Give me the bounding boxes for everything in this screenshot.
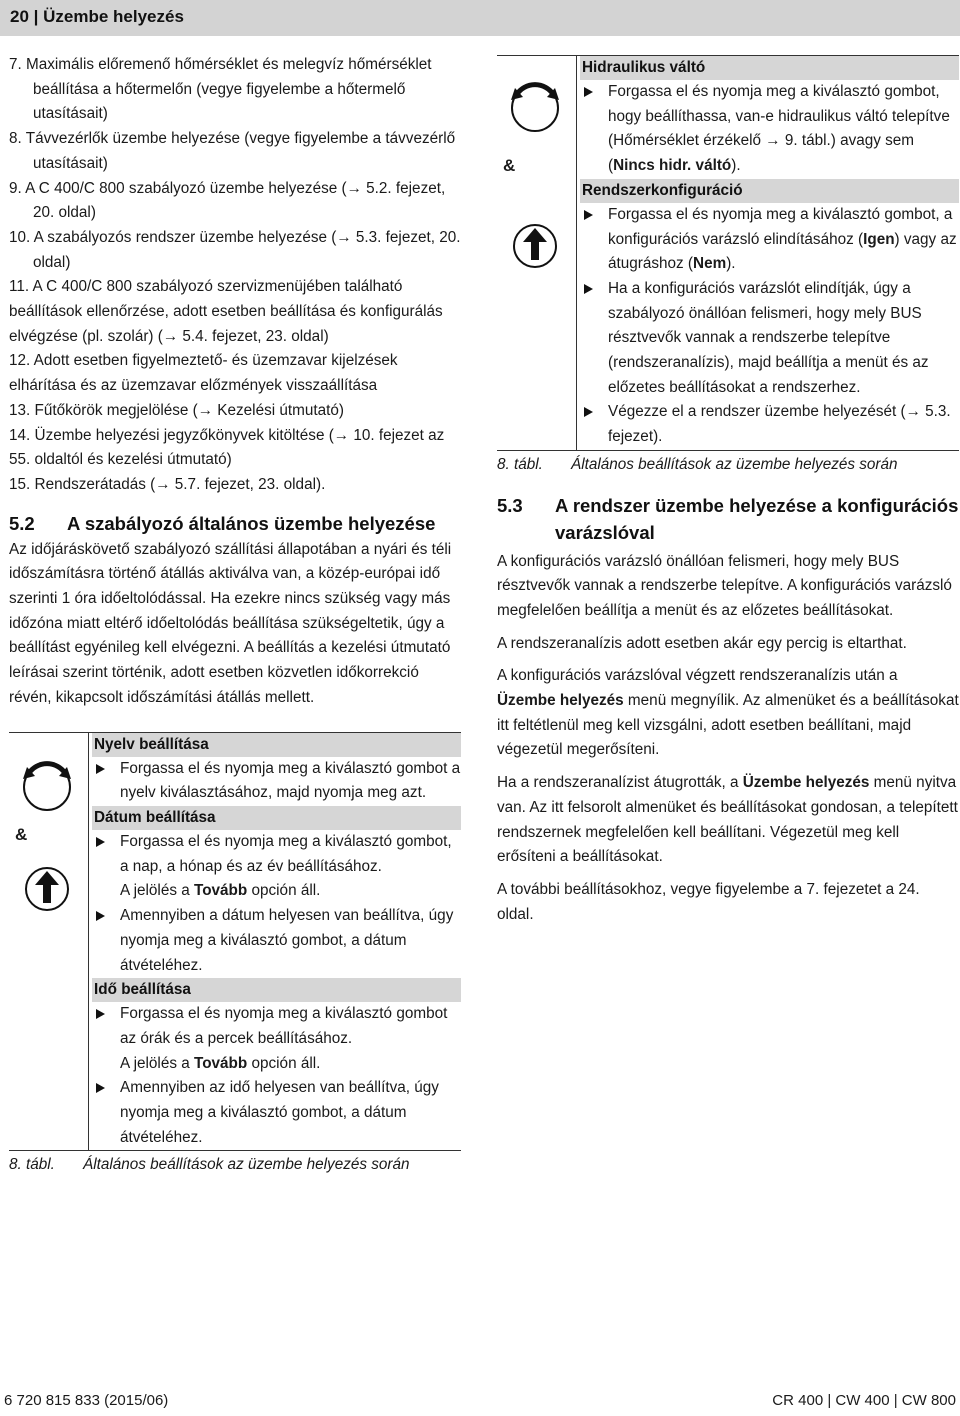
settings-table-right <box>497 55 959 451</box>
bullet-item: Forgassa el és nyomja meg a kiválasztó gombot, hogy beállíthassa, van-e hidraulikus váltó telepítve (Hőmérséklet érzékelő → 9. tábl.) avagy sem (Nincs hidr. váltó). <box>580 80 959 179</box>
list-item: 13. Fűtőkörök megjelölése (→ Kezelési útmutató) <box>9 401 344 419</box>
bullet-arrow-icon <box>96 911 105 921</box>
ampersand-symbol: & <box>503 156 516 175</box>
table-content <box>577 56 959 450</box>
bullet-arrow-icon <box>96 1009 105 1019</box>
note-text: A jelölés a Tovább opción áll. <box>120 1054 321 1072</box>
settings-table-left <box>9 732 461 1152</box>
left-column <box>9 53 461 1178</box>
bullet-arrow-icon <box>584 87 593 97</box>
bullet-item: Forgassa el és nyomja meg a kiválasztó gombot, a konfigurációs varázsló elindításához (Igen) vagy az átugráshoz (Nem). <box>580 203 959 277</box>
section-5-2-paragraph: Az időjáráskövető szabályozó szállítási állapotában a nyári és téli időszámításra történő átállás aktiválva van, a közép-európai idő szerinti 1 óra időeltolódással. Ha ezekre nincs szükség vagy más időzóna miatt eltérő időeltolódás beállítása szükségeltetik, úgy a beállítást egyénileg kell elvégezni. A beállítás a kezelési útmutató leírásai szerint történik, adott esetben közvetlen időkorrekció révén, kikapcsolt időszámítási átállás mellett. <box>9 540 452 706</box>
group-title-date: Dátum beállítása <box>92 806 461 830</box>
bullet-item: Forgassa el és nyomja meg a kiválasztó gombot, a nap, a hónap és az év beállításához. <box>92 830 461 879</box>
group-title-time: Idő beállítása <box>92 978 461 1002</box>
group-title-system-config: Rendszerkonfiguráció <box>580 179 959 203</box>
table-content <box>89 733 461 1151</box>
rotate-knob-icon <box>17 749 77 811</box>
right-column <box>497 55 959 927</box>
group-title-hydraulic: Hidraulikus váltó <box>580 56 959 80</box>
bullet-item: Amennyiben az idő helyesen van beállítva, úgy nyomja meg a kiválasztó gombot, a dátum átvételéhez. <box>92 1076 461 1150</box>
bullet-item: Forgassa el és nyomja meg a kiválasztó gombot az órák és a percek beállításához. <box>92 1002 461 1051</box>
steps-list <box>9 53 461 498</box>
section-5-3-paragraph: A további beállításokhoz, vegye figyelembe a 7. fejezetet a 24. oldal. <box>497 880 920 923</box>
section-5-3-paragraph: A konfigurációs varázslóval végzett rendszeranalízis után a Üzembe helyezés menü megnyílik. Az almenüket és a beállításokat itt feltétlenül meg kell vizsgálni, adott esetben beállítani, majd végezetül megerősíteni. <box>497 667 959 759</box>
bullet-item: Forgassa el és nyomja meg a kiválasztó gombot a nyelv kiválasztásához, majd nyomja meg azt. <box>92 757 461 806</box>
bullet-arrow-icon <box>584 284 593 294</box>
bullet-arrow-icon <box>96 1083 105 1093</box>
list-item: 11. A C 400/C 800 szabályozó szervizmenüjében található beállítások ellenőrzése, adott esetben beállítása és konfigurálás elvégzése (pl. szolár) (→ 5.4. fejezet, 23. oldal) <box>9 278 443 345</box>
list-item: 9. A C 400/C 800 szabályozó üzembe helyezése (→ 5.2. fejezet, 20. oldal) <box>9 179 446 222</box>
table-icon-column <box>9 733 89 1151</box>
ampersand-symbol: & <box>15 824 28 844</box>
bullet-arrow-icon <box>96 837 105 847</box>
section-heading-5-3: 5.3 A rendszer üzembe helyezése a konfigurációs varázslóval <box>497 494 959 543</box>
header-text: 20 | Üzembe helyezés <box>10 7 184 26</box>
bullet-arrow-icon <box>584 407 593 417</box>
footer-doc-number: 6 720 815 833 (2015/06) <box>4 1392 169 1409</box>
list-item: 14. Üzembe helyezési jegyzőkönyvek kitöltése (→ 10. fejezet az 55. oldaltól és kezelési útmutató) <box>9 426 445 469</box>
section-5-3-paragraph: Ha a rendszeranalízist átugrották, a Üzembe helyezés menü nyitva van. Az itt felsorolt almenüket és beállításokat gondosan, a telepített rendszernek megfelelően kell beállítani. Végezetül meg kell erősíteni a beállításokat. <box>497 774 958 866</box>
section-5-3-paragraph: A rendszeranalízis adott esetben akár egy percig is eltarthat. <box>497 634 907 652</box>
list-item: 10. A szabályozós rendszer üzembe helyezése (→ 5.3. fejezet, 20. oldal) <box>9 228 461 271</box>
bullet-item: Végezze el a rendszer üzembe helyezését (→ 5.3. fejezet). <box>580 400 959 449</box>
group-title-language: Nyelv beállítása <box>92 733 461 757</box>
list-item: 7. Maximális előremenő hőmérséklet és melegvíz hőmérséklet beállítása a hőtermelőn (vegye figyelembe a hőtermelő utasításait) <box>9 56 432 123</box>
bullet-item: Amennyiben a dátum helyesen van beállítva, úgy nyomja meg a kiválasztó gombot, a dátum átvételéhez. <box>92 904 461 978</box>
footer-product-models: CR 400 | CW 400 | CW 800 <box>772 1392 956 1409</box>
bullet-arrow-icon <box>96 764 105 774</box>
list-item: 15. Rendszerátadás (→ 5.7. fejezet, 23. oldal). <box>9 475 326 493</box>
table-icon-column <box>497 56 577 450</box>
table-caption: 8. tábl. Általános beállítások az üzembe helyezés során <box>9 1156 410 1174</box>
section-heading-5-2: 5.2 A szabályozó általános üzembe helyezése <box>9 512 436 534</box>
note-text: A jelölés a Tovább opción áll. <box>120 882 321 900</box>
bullet-item: Ha a konfigurációs varázslót elindítják, úgy a szabályozó önállóan felismeri, hogy mely BUS résztvevők vannak a rendszerbe telepítve (rendszeranalízis), majd beállítja a menüt és az előzetes beállításokat a rendszerhez. <box>580 277 959 401</box>
table-caption: 8. tábl. Általános beállítások az üzembe helyezés során <box>497 455 898 473</box>
push-knob-icon <box>17 849 77 911</box>
rotate-knob-icon <box>505 70 565 132</box>
list-item: 8. Távvezérlők üzembe helyezése (vegye figyelembe a távvezérlő utasításait) <box>9 130 456 172</box>
list-item: 12. Adott esetben figyelmeztető- és üzemzavar kijelzések elhárítása és az üzemzavar előzmények visszaállítása <box>9 352 398 395</box>
page-header <box>0 0 960 36</box>
section-5-3-paragraph: A konfigurációs varázsló önállóan felismeri, hogy mely BUS résztvevők vannak a rendszerbe telepítve. A konfigurációs varázsló megfelelően beállítja a menüt és az előzetes beállításokat. <box>497 552 952 619</box>
bullet-arrow-icon <box>584 210 593 220</box>
push-knob-icon <box>505 206 565 268</box>
